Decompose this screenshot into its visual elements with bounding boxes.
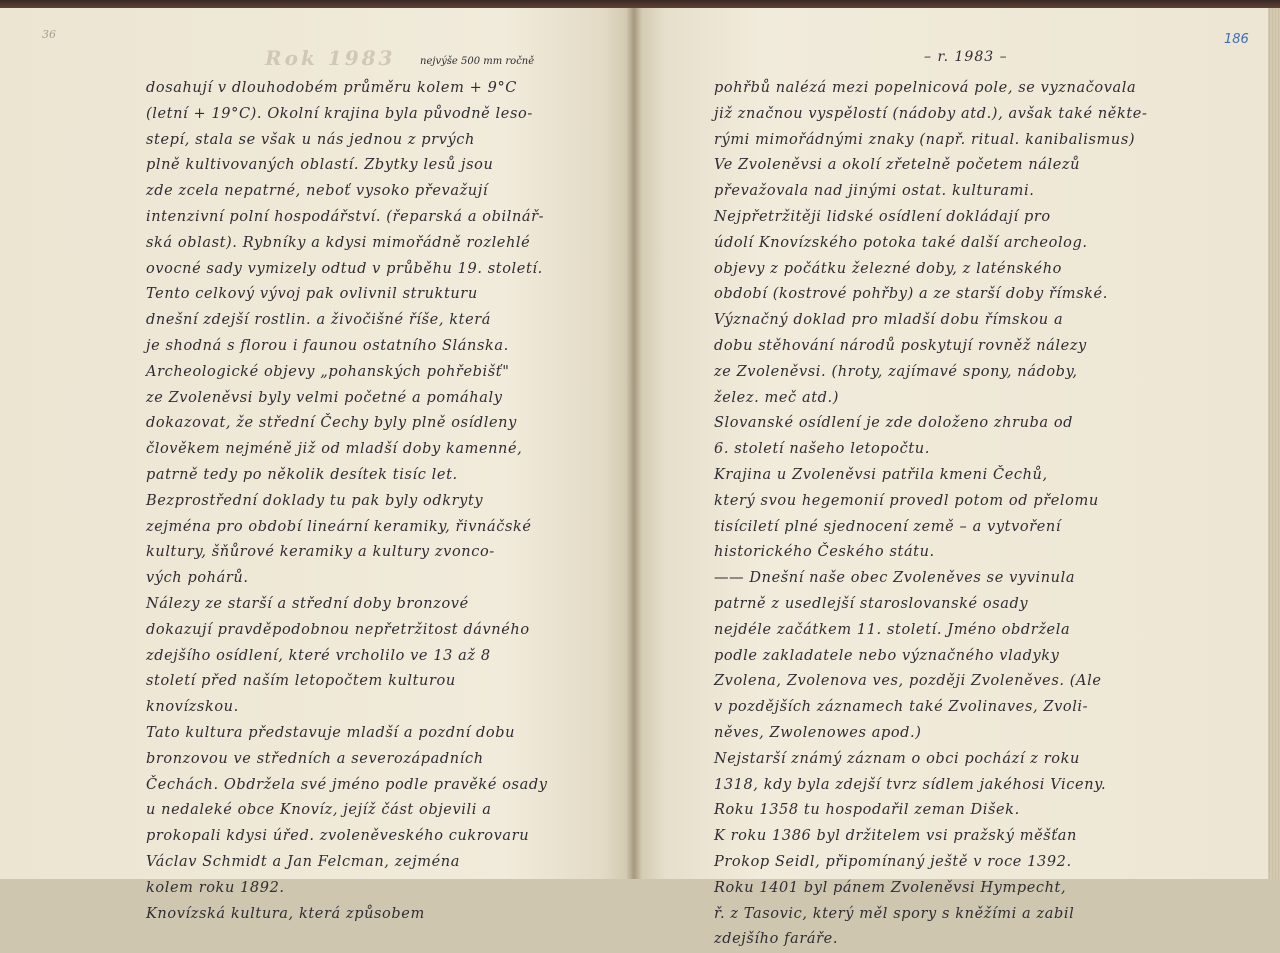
left-page: [0, 8, 634, 922]
handwritten-line: je shodná s florou i faunou ostatního Slánska.: [146, 337, 509, 354]
handwritten-line: Roku 1358 tu hospodařil zeman Dišek.: [714, 802, 1020, 819]
handwritten-line: nejdéle začátkem 11. století. Jméno obdržela: [714, 621, 1071, 638]
page-number: 186: [1224, 32, 1249, 47]
handwritten-line: Knovízská kultura, která způsobem: [146, 905, 425, 922]
handwritten-line: ze Zvoleněvsi byly velmi početné a pomáhaly: [146, 389, 503, 406]
book-gutter: [626, 8, 642, 879]
handwritten-line: stepí, stala se však u nás jednou z prvých: [146, 131, 475, 148]
handwritten-line: dobu stěhování národů poskytují rovněž nálezy: [714, 337, 1087, 354]
left-page-text: [146, 76, 586, 927]
handwritten-line: zdejšího faráře.: [714, 931, 839, 948]
handwritten-line: zejména pro období lineární keramiky, řivnáčské: [146, 518, 532, 535]
handwritten-line: Význačný doklad pro mladší dobu římskou a: [714, 312, 1064, 329]
handwritten-line: —— Dnešní naše obec Zvoleněves se vyvinula: [714, 570, 1076, 587]
faded-stamp: Rok 1983: [265, 46, 396, 70]
handwritten-line: rými mimořádnými znaky (např. ritual. kanibalismus): [714, 131, 1136, 148]
handwritten-line: Krajina u Zvoleněvsi patřila kmeni Čechů,: [714, 466, 1048, 483]
handwritten-line: Nejstarší známý záznam o obci pochází z roku: [714, 750, 1080, 767]
handwritten-line: kolem roku 1892.: [146, 879, 285, 896]
handwritten-line: Archeologické objevy „pohanských pohřebišť": [146, 363, 510, 380]
handwritten-line: Nejpřetržitěji lidské osídlení dokládají pro: [714, 208, 1051, 225]
handwritten-line: Roku 1401 byl pánem Zvoleněvsi Hympecht,: [714, 879, 1067, 896]
handwritten-line: intenzivní polní hospodářství. (řeparská a obilnář-: [146, 208, 545, 225]
handwritten-line: dosahují v dlouhodobém průměru kolem + 9°C: [146, 80, 517, 96]
handwritten-line: Tato kultura představuje mladší a pozdní dobu: [146, 724, 516, 741]
handwritten-line: ř. z Tasovic, který měl spory s kněžími a zabil: [714, 905, 1075, 922]
handwritten-line: zdejšího osídlení, které vrcholilo ve 13 až 8: [146, 647, 491, 664]
handwritten-line: (letní + 19°C). Okolní krajina byla původně leso-: [146, 105, 533, 122]
right-page-text: [714, 76, 1184, 953]
handwritten-line: dokazovat, že střední Čechy byly plně osídleny: [146, 415, 517, 432]
handwritten-line: prokopali kdysi úřed. zvoleněveského cukrovaru: [146, 828, 530, 845]
page-edges: [1268, 8, 1280, 879]
handwritten-line: pohřbů nalézá mezi popelnicová pole, se vyznačovala: [714, 80, 1137, 96]
handwritten-line: tisíciletí plné sjednocení země – a vytvoření: [714, 518, 1062, 535]
handwritten-line: Slovanské osídlení je zde doloženo zhruba od: [714, 415, 1074, 432]
handwritten-line: u nedaleké obce Knovíz, jejíž část objevili a: [146, 802, 492, 819]
pencil-mark: 36: [42, 28, 56, 41]
handwritten-line: něves, Zwolenowes apod.): [714, 724, 922, 741]
handwritten-line: podle zakladatele nebo význačného vladyky: [714, 647, 1060, 664]
handwritten-line: dokazují pravděpodobnou nepřetržitost dávného: [146, 621, 530, 638]
handwritten-line: údolí Knovízského potoka také další archeolog.: [714, 234, 1088, 251]
handwritten-line: Čechách. Obdržela své jméno podle pravěké osady: [146, 776, 548, 793]
handwritten-line: patrně z usedlejší staroslovanské osady: [714, 595, 1029, 612]
handwritten-line: Prokop Seidl, připomínaný ještě v roce 1392.: [714, 853, 1072, 870]
handwritten-line: v pozdějších záznamech také Zvolinaves, Zvoli-: [714, 699, 1089, 716]
handwritten-line: knovízskou.: [146, 699, 239, 716]
handwritten-line: ovocné sady vymizely odtud v průběhu 19. století.: [146, 260, 543, 277]
handwritten-line: historického Českého státu.: [714, 544, 935, 561]
handwritten-line: ze Zvoleněvsi. (hroty, zajímavé spony, nádoby,: [714, 363, 1078, 380]
handwritten-line: který svou hegemonií provedl potom od přelomu: [714, 492, 1099, 509]
handwritten-line: 6. století našeho letopočtu.: [714, 441, 930, 458]
handwritten-line: želez. meč atd.): [714, 389, 839, 406]
handwritten-line: ská oblast). Rybníky a kdysi mimořádně rozlehlé: [146, 234, 531, 251]
handwritten-line: bronzovou ve středních a severozápadních: [146, 750, 484, 767]
handwritten-line: Václav Schmidt a Jan Felcman, zejména: [146, 853, 460, 870]
handwritten-line: Zvolena, Zvolenova ves, později Zvoleněves. (Ale: [714, 673, 1102, 690]
handwritten-line: patrně tedy po několik desítek tisíc let.: [146, 466, 458, 483]
handwritten-line: století před naším letopočtem kulturou: [146, 673, 456, 690]
handwritten-line: období (kostrové pohřby) a ze starší doby římské.: [714, 286, 1108, 303]
handwritten-line: zde zcela nepatrné, neboť vysoko převažují: [146, 183, 489, 200]
handwritten-line: kultury, šňůrové keramiky a kultury zvonco-: [146, 544, 495, 561]
handwritten-line: převažovala nad jinými ostat. kulturami.: [714, 183, 1035, 200]
handwritten-line: objevy z počátku železné doby, z laténského: [714, 260, 1063, 277]
margin-note: nejvýše 500 mm ročně: [420, 56, 535, 67]
handwritten-line: Nálezy ze starší a střední doby bronzové: [146, 595, 469, 612]
handwritten-line: Bezprostřední doklady tu pak byly odkryty: [146, 492, 484, 509]
handwritten-line: K roku 1386 byl držitelem vsi pražský měšťan: [714, 828, 1077, 845]
handwritten-line: Tento celkový vývoj pak ovlivnil strukturu: [146, 286, 478, 303]
year-header: – r. 1983 –: [924, 49, 1008, 65]
handwritten-line: již značnou vyspělostí (nádoby atd.), avšak také někte-: [714, 105, 1148, 122]
right-page: [634, 8, 1268, 948]
handwritten-line: člověkem nejméně již od mladší doby kamenné,: [146, 441, 523, 458]
handwritten-line: dnešní zdejší rostlin. a živočišné říše, která: [146, 312, 492, 329]
handwritten-line: 1318, kdy byla zdejší tvrz sídlem jakéhosi Viceny.: [714, 776, 1107, 793]
handwritten-line: Ve Zvoleněvsi a okolí zřetelně početem nálezů: [714, 157, 1081, 174]
handwritten-line: vých pohárů.: [146, 570, 249, 587]
handwritten-line: plně kultivovaných oblastí. Zbytky lesů jsou: [146, 157, 494, 174]
